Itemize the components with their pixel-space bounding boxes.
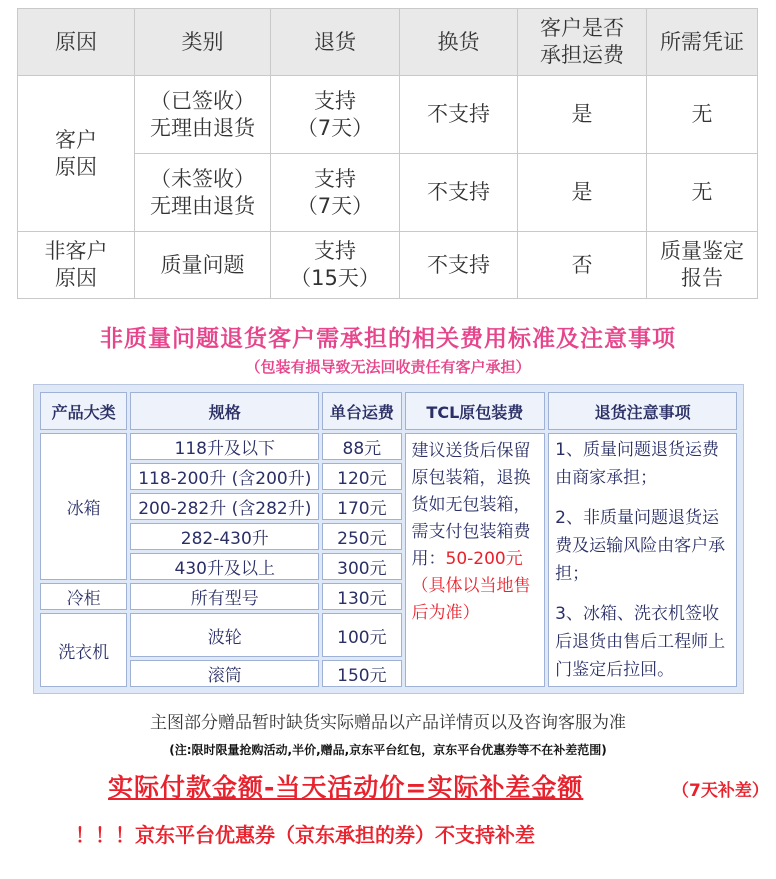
category-cell: 冷柜 <box>40 583 127 610</box>
table-cell: 支持 （15天） <box>271 232 400 299</box>
packaging-fee: 50-200元（具体以当地售后为准） <box>411 549 531 623</box>
table-cell: （未签收） 无理由退货 <box>135 154 271 232</box>
return-policy-table <box>17 8 758 299</box>
reason-cell: 客户 原因 <box>18 76 135 232</box>
header-cell: 产品大类 <box>40 392 127 430</box>
table-cell: 150元 <box>322 660 401 687</box>
return-note: 3、冰箱、洗衣机签收后退货由售后工程师上门鉴定后拉回。 <box>555 604 726 680</box>
table-cell: 120元 <box>322 463 401 490</box>
header-cell: 类别 <box>135 9 271 76</box>
table-row <box>18 232 758 299</box>
table-cell: 所有型号 <box>130 583 319 610</box>
table-cell: 是 <box>518 76 647 154</box>
table-cell: 不支持 <box>400 76 518 154</box>
table-cell: 250元 <box>322 523 401 550</box>
table-row <box>18 76 758 154</box>
header-cell: 退货 <box>271 9 400 76</box>
table-cell: 不支持 <box>400 232 518 299</box>
return-note: 2、非质量问题退货运费及运输风险由客户承担； <box>555 508 726 584</box>
header-cell: 原因 <box>18 9 135 76</box>
header-cell: 规格 <box>130 392 319 430</box>
table-cell: 200-282升 (含282升) <box>130 493 319 520</box>
table-cell: 支持 （7天） <box>271 154 400 232</box>
table-cell: 300元 <box>322 553 401 580</box>
coupon-warning: ！！！京东平台优惠券（京东承担的券）不支持补差 <box>75 823 535 847</box>
table-cell: 质量问题 <box>135 232 271 299</box>
table-header-row <box>18 9 758 76</box>
table-cell: 100元 <box>322 613 401 657</box>
reason-cell: 非客户 原因 <box>18 232 135 299</box>
return-note: 1、质量问题退货运费由商家承担； <box>555 440 719 488</box>
table-cell: 130元 <box>322 583 401 610</box>
table-cell: 无 <box>647 154 758 232</box>
header-cell: 所需凭证 <box>647 9 758 76</box>
table-cell: 无 <box>647 76 758 154</box>
table-cell: （已签收） 无理由退货 <box>135 76 271 154</box>
category-cell: 冰箱 <box>40 433 127 580</box>
price-difference-formula: 实际付款金额-当天活动价=实际补差金额 <box>108 773 584 802</box>
header-cell: TCL原包装费 <box>405 392 546 430</box>
table-cell: 不支持 <box>400 154 518 232</box>
formula-period-note: （7天补差） <box>672 781 769 801</box>
section-title: 非质量问题退货客户需承担的相关费用标准及注意事项 <box>100 326 676 352</box>
packaging-note: 建议送货后保留原包装箱，退换货如无包装箱，需支付包装箱费用： <box>411 441 531 569</box>
table-cell: 否 <box>518 232 647 299</box>
header-cell: 换货 <box>400 9 518 76</box>
table-cell: 质量鉴定 报告 <box>647 232 758 299</box>
table-cell: 170元 <box>322 493 401 520</box>
table-cell: 支持 （7天） <box>271 76 400 154</box>
exclusion-note: (注:限时限量抢购活动,半价,赠品,京东平台红包，京东平台优惠券等不在补差范围) <box>169 743 607 757</box>
header-cell: 单台运费 <box>322 392 401 430</box>
category-cell: 洗衣机 <box>40 613 127 687</box>
table-cell: 430升及以上 <box>130 553 319 580</box>
table-cell: 118-200升 (含200升) <box>130 463 319 490</box>
header-cell: 退货注意事项 <box>548 392 737 430</box>
table-cell: 118升及以下 <box>130 433 319 460</box>
table-header-row <box>40 392 737 430</box>
table-row <box>40 433 737 460</box>
header-cell: 客户是否 承担运费 <box>518 9 647 76</box>
return-notes-cell <box>548 433 737 687</box>
table-cell: 88元 <box>322 433 401 460</box>
fee-table <box>37 389 740 690</box>
table-cell: 波轮 <box>130 613 319 657</box>
table-cell: 是 <box>518 154 647 232</box>
section-subtitle: （包装有损导致无法回收责任有客户承担） <box>245 358 531 376</box>
packaging-note-cell <box>405 433 546 687</box>
table-cell: 滚筒 <box>130 660 319 687</box>
table-cell: 282-430升 <box>130 523 319 550</box>
gift-notice: 主图部分赠品暂时缺货实际赠品以产品详情页以及咨询客服为准 <box>150 713 626 733</box>
